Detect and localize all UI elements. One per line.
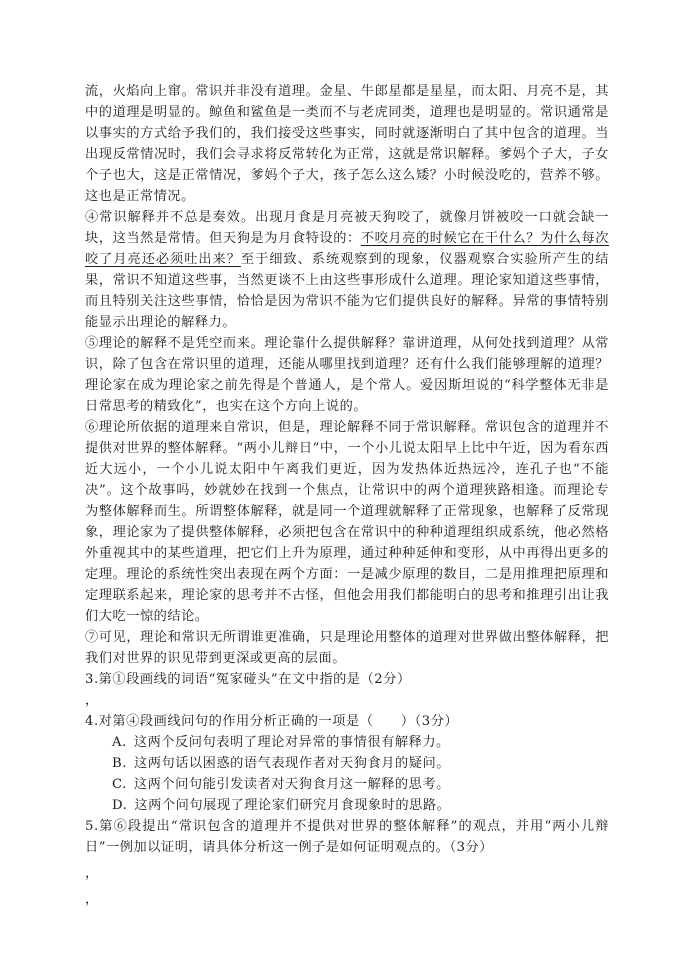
paragraph-6: ⑥理论所依据的道理来自常识，但是，理论解释不同于常识解释。常识包含的道理并不提供对世界的整体解释。“两小儿辩日”中，一个小儿说太阳早上比中午近，因为看东西近大远小，一个小儿说太阳中午离我们更近，因为发热体近热远冷，连孔子也“不能决”。这个故事吗，妙就妙在找到一个焦点，让常识中的两个道理狭路相逢。而理论专为整体解释而生。所谓整体解释，就是同一个道理就解释了正常现象，也解释了反常现象，理论家为了提供整体解释，必须把包含在常识中的种种道理组织成系统，他必然格外重视其中的某些道理，把它们上升为原理，通过种种延伸和变形，从中再得出更多的定理。理论的系统性突出表现在两个方面：一是减少原理的数目，二是用推理把原理和定理联系起来，理论家的思考并不古怪，但他会用我们都能明白的思考和推理引出让我们大吃一惊的结论。 [85, 420, 609, 624]
paragraph-5: ⑤理论的解释不是凭空而来。理论靠什么提供解释？靠讲道理，从何处找到道理？从常识，除了包含在常识里的道理，还能从哪里找到道理？还有什么我们能够理解的道理？理论家在成为理论家之前先得是个普通人，是个常人。爱因斯坦说的“科学整体无非是日常思考的精致化”，也实在这个方向上说的。 [85, 336, 609, 414]
option-d-text: 这两个问句展现了理论家们研究月食现象时的思路。 [134, 798, 451, 813]
question-4-option-c [112, 774, 609, 795]
question-4-option-b [112, 753, 609, 774]
paragraph-4-rest: 至于细致、系统观察到的现象，仪器观察合实验所产生的结果，常识不知道这些事，当然更谈不上由这些事形成什么道理。理论家知道这些事情，而且特别关注这些事情，恰恰是因为常识不能为它们提供良好的解释。异常的事情特别能显示出理论的解释力。 [85, 252, 609, 330]
option-a-label: A. [112, 735, 127, 750]
paragraph-4-underlined-questions: 不咬月亮的时候它在干什么？为什么每次咬了月亮还必须吐出来？ [85, 231, 609, 267]
question-3-answer-mark: ， [85, 693, 99, 708]
question-5-answer-mark-2: ， [85, 892, 99, 907]
option-c-label: C. [112, 777, 127, 792]
option-a-text: 这两个反问句表明了理论对异常的事情很有解释力。 [133, 735, 450, 750]
reading-passage [85, 81, 609, 910]
question-5-answer-mark-1: ， [85, 866, 99, 881]
question-4-options [85, 732, 609, 816]
paragraph-3-continued: 流，火焰向上窜。常识并非没有道理。金星、牛郎星都是星星，而太阳、月亮不是，其中的道理是明显的。鲸鱼和鲨鱼是一类而不与老虎同类，道理也是明显的。常识通常是以事实的方式给予我们的，我们接受这些事实，同时就逐渐明白了其中包含的道理。当出现反常情况时，我们会寻求将反常转化为正常，这就是常识解释。爹妈个子大，子女个子也大，这是正常情况，爹妈个子大，孩子怎么这么矮？小时候没吃的，营养不够。这也是正常情况。 [85, 84, 609, 204]
option-d-label: D. [112, 798, 128, 813]
question-4-option-a [112, 732, 609, 753]
paragraph-7: ⑦可见，理论和常识无所谓谁更准确，只是理论用整体的道理对世界做出整体解释，把我们对世界的识见带到更深或更高的层面。 [85, 630, 609, 666]
option-b-label: B. [112, 756, 127, 771]
question-5: 5.第⑥段提出“常识包含的道理并不提供对世界的整体解释”的观点，并用“两小儿辩日”一例加以证明，请具体分析这一例子是如何证明观点的。（3分） [85, 819, 609, 855]
option-c-text: 这两个问句能引发读者对天狗食月这一解释的思考。 [133, 777, 450, 792]
question-4-option-d [112, 795, 609, 816]
question-4: 4.对第④段画线问句的作用分析正确的一项是（ ）（3分） [85, 714, 459, 729]
paragraph-4-lead: ④常识解释并不总是奏效。出现月食是月亮被天狗咬了，就像月饼被咬一口就会缺一块，这当然是常情。但天狗是为月食特设的： [85, 210, 609, 246]
question-3: 3.第①段画线的词语“冤家碰头”在文中指的是（2分） [85, 672, 411, 687]
paragraph-4 [85, 207, 609, 333]
option-b-text: 这两句话以困惑的语气表现作者对天狗食月的疑问。 [133, 756, 450, 771]
